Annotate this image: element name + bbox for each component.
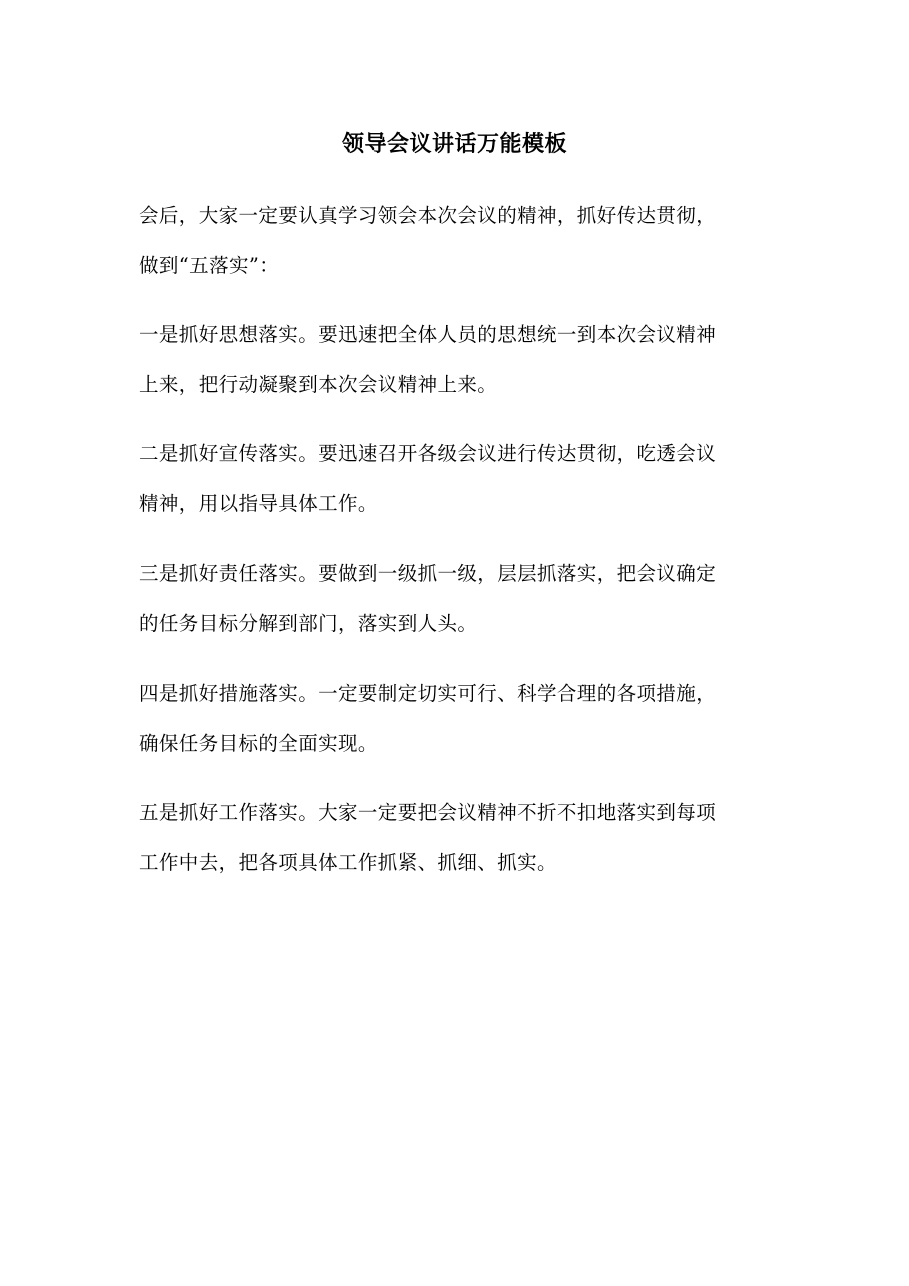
paragraph-line: 确保任务目标的全面实现。: [139, 732, 378, 755]
paragraph-responsibility: [139, 549, 769, 649]
paragraph-line: 一是抓好思想落实。要迅速把全体人员的思想统一到本次会议精神: [139, 323, 717, 346]
paragraph-line: 工作中去，把各项具体工作抓紧、抓细、抓实。: [139, 851, 557, 874]
paragraph-work: [139, 788, 769, 888]
paragraph-line: 五是抓好工作落实。大家一定要把会议精神不折不扣地落实到每项: [139, 801, 717, 824]
paragraph-line: 三是抓好责任落实。要做到一级抓一级，层层抓落实，把会议确定: [139, 562, 717, 585]
document-title: 领导会议讲话万能模板: [341, 131, 567, 157]
paragraph-line: 做到“五落实”：: [139, 254, 280, 277]
paragraph-line: 二是抓好宣传落实。要迅速召开各级会议进行传达贯彻，吃透会议: [139, 442, 717, 465]
paragraph-thought: [139, 310, 769, 410]
paragraph-intro: [139, 191, 769, 291]
paragraph-publicity: [139, 429, 769, 529]
paragraph-line: 会后，大家一定要认真学习领会本次会议的精神，抓好传达贯彻，: [139, 204, 717, 227]
paragraph-measures: [139, 669, 769, 769]
paragraph-line: 四是抓好措施落实。一定要制定切实可行、科学合理的各项措施，: [139, 682, 717, 705]
paragraph-line: 的任务目标分解到部门，落实到人头。: [139, 612, 478, 635]
paragraph-line: 精神，用以指导具体工作。: [139, 492, 378, 515]
paragraph-line: 上来，把行动凝聚到本次会议精神上来。: [139, 373, 498, 396]
